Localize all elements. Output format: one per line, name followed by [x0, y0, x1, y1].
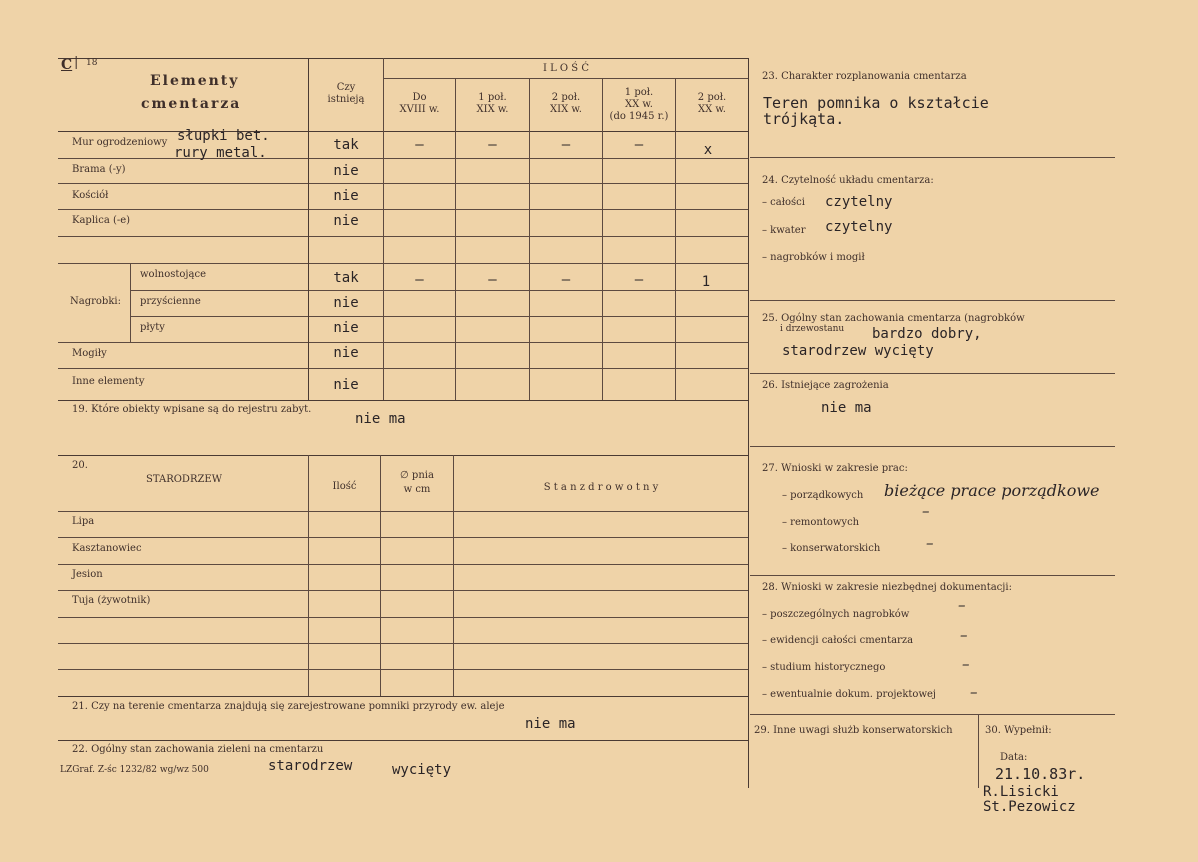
- wolnostojace-exists: tak: [333, 270, 359, 286]
- q28-item-1-value: –: [958, 596, 966, 614]
- q22-value-1: starodrzew: [268, 758, 353, 774]
- mur-c5: x: [703, 142, 713, 158]
- row-label-wolnostojace: wolnostojące: [140, 269, 206, 280]
- form-letter: C: [61, 57, 73, 73]
- q19-label: 19. Które obiekty wpisane są do rejestru zabyt.: [72, 404, 312, 415]
- q27-a-label: – porządkowych: [782, 490, 864, 501]
- tree-tuja: Tuja (żywotnik): [72, 595, 151, 606]
- plyty-exists: nie: [333, 320, 359, 336]
- q23-label: 23. Charakter rozplanowania cmentarza: [762, 71, 967, 82]
- q21-label: 21. Czy na terenie cmentarza znajdują się zarejestrowane pomniki przyrody ew. aleje: [72, 701, 505, 712]
- col3-header-line2: XIX w.: [550, 104, 582, 115]
- col4-header-line1: 1 poł.: [624, 87, 654, 98]
- q24-c-label: – nagrobków i mogił: [762, 252, 865, 263]
- q20-diameter-line1: ∅ pnia: [400, 470, 434, 481]
- q26-value: nie ma: [821, 400, 872, 416]
- q25-label-1: 25. Ogólny stan zachowania cmentarza (nagrobków: [762, 313, 1025, 324]
- tree-kasztanowiec: Kasztanowiec: [72, 543, 142, 554]
- q26-label: 26. Istniejące zagrożenia: [762, 380, 889, 391]
- q30-date-label: Data:: [1000, 752, 1028, 763]
- col3-header-line1: 2 poł.: [551, 92, 581, 103]
- q27-c-label: – konserwatorskich: [782, 543, 881, 554]
- elements-title-line1: Elementy: [150, 73, 240, 89]
- col5-header-line2: XX w.: [698, 104, 726, 115]
- mur-c4: –: [634, 137, 644, 153]
- form-page-number: 18: [86, 58, 98, 68]
- q28-item-4-label: – ewentualnie dokum. projektowej: [762, 689, 937, 700]
- q25-value-2: starodrzew wycięty: [782, 343, 934, 359]
- q22-label: 22. Ogólny stan zachowania zieleni na cmentarzu: [72, 744, 324, 755]
- q28-item-4-value: –: [970, 683, 978, 701]
- q30-date-value: 21.10.83r.: [995, 765, 1086, 783]
- col4-header-line3: (do 1945 r.): [609, 111, 669, 122]
- exists-header-line1: Czy: [336, 82, 356, 93]
- tree-lipa: Lipa: [72, 516, 95, 527]
- q23-value-2: trójkąta.: [763, 110, 845, 128]
- wolnostojace-c3: –: [561, 272, 571, 288]
- exists-header-line2: istnieją: [327, 94, 365, 105]
- q30-label: 30. Wypełnił:: [985, 725, 1052, 736]
- col2-header-line1: 1 poł.: [478, 92, 507, 103]
- q27-a-value: bieżące prace porządkowe: [884, 481, 1100, 500]
- wolnostojace-c4: –: [634, 272, 644, 288]
- q24-b-label: – kwater: [762, 225, 806, 236]
- mur-note-line2: rury metal.: [174, 145, 267, 161]
- print-note: LZGraf. Z-śc 1232/82 wg/wz 500: [60, 765, 209, 775]
- cemetery-record-card: C | 18 Elementy cmentarza Czy istnieją I L O Ś Ć Do XVIII w. 1 poł. XIX w. 2 poł. XIX w. 1 poł. XX w. (do 1945 r.) 2 poł. XX w. Mur ogrodzeniowy słupki bet. rury metal. tak – – – – x Brama (-y) nie Kościół nie Kaplica (-e) nie Nagrobki: wolnostojące tak – – – – 1 przyścienne nie płyty nie Mogiły nie Inne elementy nie 19. Które obiekty wpisane są do rejestru zabyt. nie ma 20. STARODRZEW Ilość ∅ pnia w cm S t a n z d r o w o t n y Lipa Kasztanowiec Jesion Tuja (żywotnik) 21. Czy na terenie cmentarza znajdują się zarejestrowane pomniki przyrody ew. aleje nie ma 22. Ogólny stan zachowania zieleni na cmentarzu starodrzew wycięty LZGraf. Z-śc 1232/82 wg/wz 500 23. Charakter rozplanowania cmentarza Teren pomnika o kształcie trójkąta. 24. Czytelność układu cmentarza: – całości czytelny – kwater czytelny – nagrobków i mogił 25. Ogólny stan zachowania cmentarza (nagrobków i drzewostanu bardzo dobry, starodrzew wycięty 26. Istniejące zagrożenia nie ma 27. Wnioski w zakresie prac: – porządkowych bieżące prace porządkowe – remontowych – – konserwatorskich – 28. Wnioski w zakresie niezbędnej dokumentacji: – poszczególnych nagrobków – – ewidencji całości cmentarza – – studium historycznego – – ewentualnie dokum. projektowej – 29. Inne uwagi służb konserwatorskich 30. Wypełnił: Data: 21.10.83r. R.Lisicki St.Pezowicz: [0, 0, 1198, 862]
- tree-jesion: Jesion: [72, 569, 103, 580]
- q27-label: 27. Wnioski w zakresie prac:: [762, 463, 908, 474]
- q24-a-value: czytelny: [825, 194, 893, 210]
- wolnostojace-c1: –: [415, 272, 424, 288]
- col1-header-line2: XVIII w.: [399, 104, 440, 115]
- q28-item-3-value: –: [962, 655, 970, 673]
- q27-c-value: –: [926, 534, 934, 552]
- col5-header-line1: 2 poł.: [697, 92, 727, 103]
- q25-label-2: i drzewostanu: [780, 324, 845, 334]
- q19-value: nie ma: [355, 411, 406, 427]
- q24-a-label: – całości: [762, 197, 805, 208]
- kaplica-exists: nie: [333, 213, 359, 229]
- przyscienne-exists: nie: [333, 295, 359, 311]
- mur-c2: –: [488, 137, 497, 153]
- kosciol-exists: nie: [333, 188, 359, 204]
- brama-exists: nie: [333, 163, 359, 179]
- elements-title-line2: cmentarza: [141, 96, 242, 112]
- q30-name-1: R.Lisicki: [983, 784, 1059, 800]
- row-label-kosciol: Kościół: [72, 190, 109, 201]
- q20-number: 20.: [72, 460, 88, 471]
- col4-header-line2: XX w.: [625, 99, 653, 110]
- row-label-inne: Inne elementy: [72, 376, 145, 387]
- q28-label: 28. Wnioski w zakresie niezbędnej dokumentacji:: [762, 582, 1012, 593]
- row-label-nagrobki: Nagrobki:: [70, 296, 121, 307]
- q22-value-2: wycięty: [392, 762, 452, 778]
- mur-exists: tak: [333, 137, 359, 153]
- q25-value-1: bardzo dobry,: [872, 326, 982, 342]
- mur-c1: –: [415, 137, 424, 153]
- inne-exists: nie: [333, 377, 359, 393]
- q20-quantity-header: Ilość: [332, 481, 357, 492]
- q28-item-3-label: – studium historycznego: [762, 662, 886, 673]
- q27-b-label: – remontowych: [782, 517, 860, 528]
- row-label-mur: Mur ogrodzeniowy: [72, 137, 168, 148]
- q27-b-value: –: [922, 502, 930, 520]
- q28-item-2-label: – ewidencji całości cmentarza: [762, 635, 914, 646]
- col1-header-line1: Do: [412, 92, 427, 103]
- col2-header-line2: XIX w.: [476, 104, 509, 115]
- row-label-przyscienne: przyścienne: [140, 296, 201, 307]
- row-label-plyty: płyty: [140, 322, 165, 333]
- mur-c3: –: [561, 137, 571, 153]
- row-label-mogily: Mogiły: [72, 348, 107, 359]
- q28-item-2-value: –: [960, 626, 968, 644]
- q20-diameter-line2: w cm: [403, 484, 431, 495]
- q30-name-2: St.Pezowicz: [983, 799, 1076, 815]
- row-label-kaplica: Kaplica (-e): [72, 215, 131, 226]
- row-label-brama: Brama (-y): [72, 164, 126, 175]
- q29-label: 29. Inne uwagi służb konserwatorskich: [754, 725, 953, 736]
- q28-item-1-label: – poszczególnych nagrobków: [762, 609, 910, 620]
- q20-health-header: S t a n z d r o w o t n y: [543, 482, 659, 493]
- q24-label: 24. Czytelność układu cmentarza:: [762, 175, 934, 186]
- wolnostojace-c2: –: [488, 272, 497, 288]
- quantity-header: I L O Ś Ć: [542, 63, 589, 74]
- q21-value: nie ma: [525, 716, 576, 732]
- mur-note-line1: słupki bet.: [177, 128, 270, 144]
- q24-b-value: czytelny: [825, 219, 893, 235]
- q23-value-1: Teren pomnika o kształcie: [763, 94, 989, 112]
- q20-title: STARODRZEW: [146, 474, 222, 485]
- mogily-exists: nie: [333, 345, 359, 361]
- wolnostojace-c5: 1: [701, 274, 711, 290]
